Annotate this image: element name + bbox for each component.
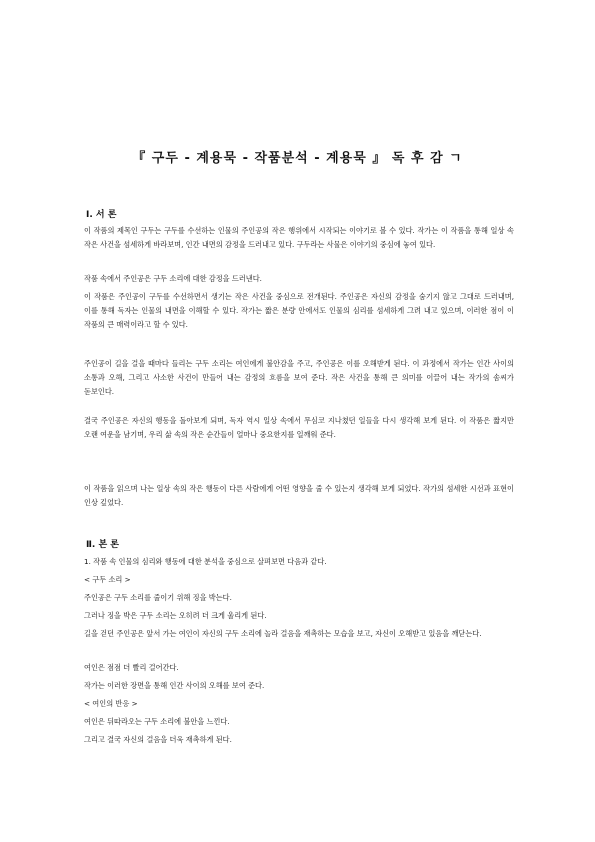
intro-paragraph: 이 작품은 주인공이 구두를 수선하면서 생기는 작은 사건을 중심으로 전개된다. 주인공은 자신의 감정을 숨기지 않고 그대로 드러내며, 이를 통해 독자는 인물의 내면을 이해할 수 있다. 작가는 짧은 분량 안에서도 인물의 심리를 섬세하게 그려 내고 있으며, 이러한 점이 이 작품의 큰 매력이라고 할 수 있다. (84, 292, 514, 329)
body-line: < 여인의 반응 > (84, 699, 138, 708)
body-line: 그러나 징을 박은 구두 소리는 오히려 더 크게 울리게 된다. (84, 611, 267, 620)
body-paragraph: 길을 걷던 주인공은 앞서 가는 여인이 자신의 구두 소리에 놀라 걸음을 재촉하는 모습을 보고, 자신이 오해받고 있음을 깨닫는다. (84, 629, 482, 638)
body-line: 그리고 결국 자신의 걸음을 더욱 재촉하게 된다. (84, 735, 232, 744)
intro-paragraph: 이 작품을 읽으며 나는 일상 속의 작은 행동이 다른 사람에게 어떤 영향을 줄 수 있는지 생각해 보게 되었다. 작가의 섬세한 시선과 표현이 인상 깊었다. (84, 484, 514, 507)
document-title: 『 구두 - 계용묵 - 작품분석 - 계용묵 』 독 후 감 ㄱ (132, 151, 463, 166)
section-heading-body: Ⅱ. 본 론 (86, 540, 120, 550)
body-line: 여인은 점점 더 빨리 걸어간다. (84, 663, 179, 672)
intro-paragraph: 결국 주인공은 자신의 행동을 돌아보게 되며, 독자 역시 일상 속에서 무심코 지나쳤던 일들을 다시 생각해 보게 된다. 이 작품은 짧지만 오랜 여운을 남기며, 우리 삶 속의 작은 순간들이 얼마나 중요한지를 일깨워 준다. (84, 416, 514, 439)
body-line: < 구두 소리 > (84, 575, 131, 584)
body-line: 여인은 뒤따라오는 구두 소리에 불안을 느낀다. (84, 717, 230, 726)
intro-paragraph: 작품 속에서 주인공은 구두 소리에 대한 감정을 드러낸다. (84, 274, 262, 283)
section-heading-introduction: Ⅰ. 서 론 (86, 210, 117, 220)
body-line: 주인공은 구두 소리를 줄이기 위해 징을 박는다. (84, 593, 232, 602)
body-line: 1. 작품 속 인물의 심리와 행동에 대한 분석을 중심으로 살펴보면 다음과 같다. (84, 557, 327, 566)
body-line: 작가는 이러한 장면을 통해 인간 사이의 오해를 보여 준다. (84, 681, 265, 690)
intro-paragraph: 주인공이 길을 걸을 때마다 들리는 구두 소리는 여인에게 불안감을 주고, 주인공은 이를 오해받게 된다. 이 과정에서 작가는 인간 사이의 소통과 오해, 그리고 사소한 사건이 만들어 내는 감정의 흐름을 보여 준다. 작은 사건을 통해 큰 의미를 이끌어 내는 작가의 솜씨가 돋보인다. (84, 359, 514, 396)
intro-paragraph: 이 작품의 제목인 구두는 구두를 수선하는 인물의 주인공의 작은 행위에서 시작되는 이야기로 볼 수 있다. 작가는 이 작품을 통해 일상 속 작은 사건을 섬세하게 바라보며, 인간 내면의 감정을 드러내고 있다. 구두라는 사물은 이야기의 중심에 놓여 있다. (84, 226, 514, 249)
